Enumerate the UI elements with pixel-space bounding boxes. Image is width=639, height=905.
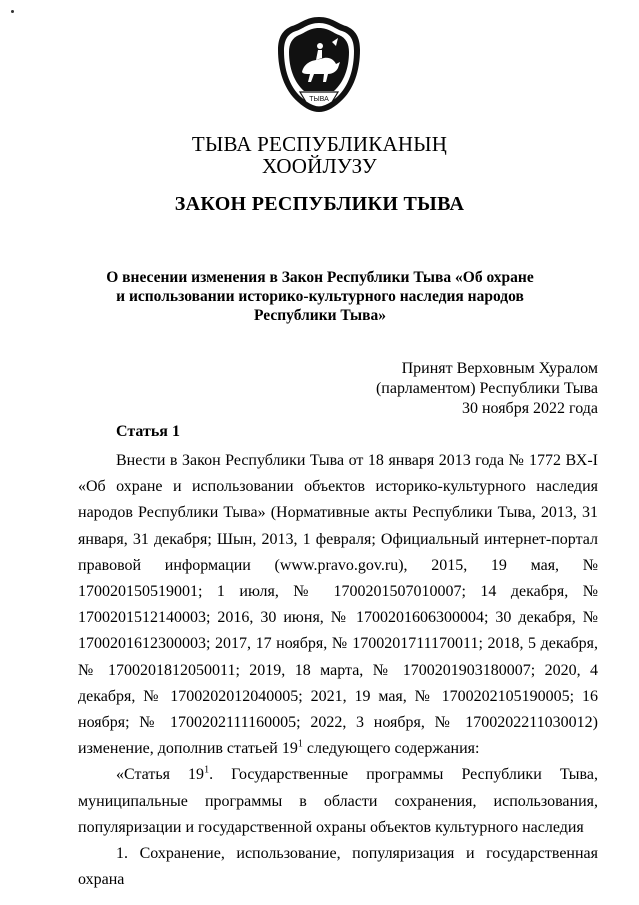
republic-title-line-1: ТЫВА РЕСПУБЛИКАНЫҢ	[191, 132, 448, 156]
article-heading: Статья 1	[116, 423, 180, 440]
adoption-line-2: (парламентом) Республики Тыва	[375, 380, 598, 397]
law-subject-line-3: Республики Тыва»	[254, 307, 386, 324]
adoption-line-1: Принят Верховным Хуралом	[401, 360, 598, 377]
law-subject	[100, 268, 540, 325]
paragraph-new-article	[78, 762, 598, 841]
paragraph-amendment-text: Внести в Закон Республики Тыва от 18 января 2013 года № 1772 ВХ-I «Об охране и использовании объектов историко-культурного наследия народов Республики Тыва» (Нормативные акты Республики Тыва, 2013, 31 января, 31 декабря; Шын, 2013, 1 февраля; Официальный интернет-портал правовой информации (www.pravo.gov.ru), 2015, 19 мая, № 170020150519001; 1 июля, № 1700201507010007; 14 декабря, № 1700201512140003; 2016, 30 июня, № 1700201606300004; 30 декабря, № 1700201612300003; 2017, 17 ноября, № 1700201711170011; 2018, 5 декабря, № 1700201812050011; 2019, 18 марта, № 1700201903180007; 2020, 4 декабря, № 1700202012040005; 2021, 19 мая, № 1700202105190005; 16 ноября; № 1700202111160005; 2022, 3 ноября, № 1700202211030012) изменение, дополнив статьей 19	[78, 452, 598, 758]
superscript: 1	[297, 738, 303, 750]
article-body	[78, 448, 598, 893]
scan-speck	[11, 10, 14, 13]
paragraph-new-article-tail: . Государственные программы Республики Тыва, муниципальные программы в области сохранения, использования, популяризации и государственной охраны объектов культурного наследия	[78, 766, 599, 836]
emblem-caption: ТЫВА	[309, 96, 329, 103]
coat-of-arms-emblem	[274, 14, 364, 114]
paragraph-item-1: 1. Сохранение, использование, популяризация и государственная охрана	[78, 845, 598, 889]
law-subject-line-1: О внесении изменения в Закон Республики Тыва «Об охране	[106, 269, 534, 286]
superscript: 1	[204, 765, 210, 777]
republic-title-line-2: ХООЙЛУЗУ	[262, 154, 377, 178]
republic-title	[0, 133, 639, 177]
law-subject-line-2: и использовании историко-культурного наследия народов	[116, 288, 524, 305]
adoption-note	[376, 359, 598, 419]
paragraph-amendment-tail: следующего содержания:	[302, 740, 480, 758]
law-title: ЗАКОН РЕСПУБЛИКИ ТЫВА	[174, 193, 465, 215]
paragraph-amendment	[78, 448, 598, 762]
paragraph-new-article-text: «Статья 19	[116, 766, 205, 784]
adoption-date: 30 ноября 2022 года	[461, 400, 598, 417]
